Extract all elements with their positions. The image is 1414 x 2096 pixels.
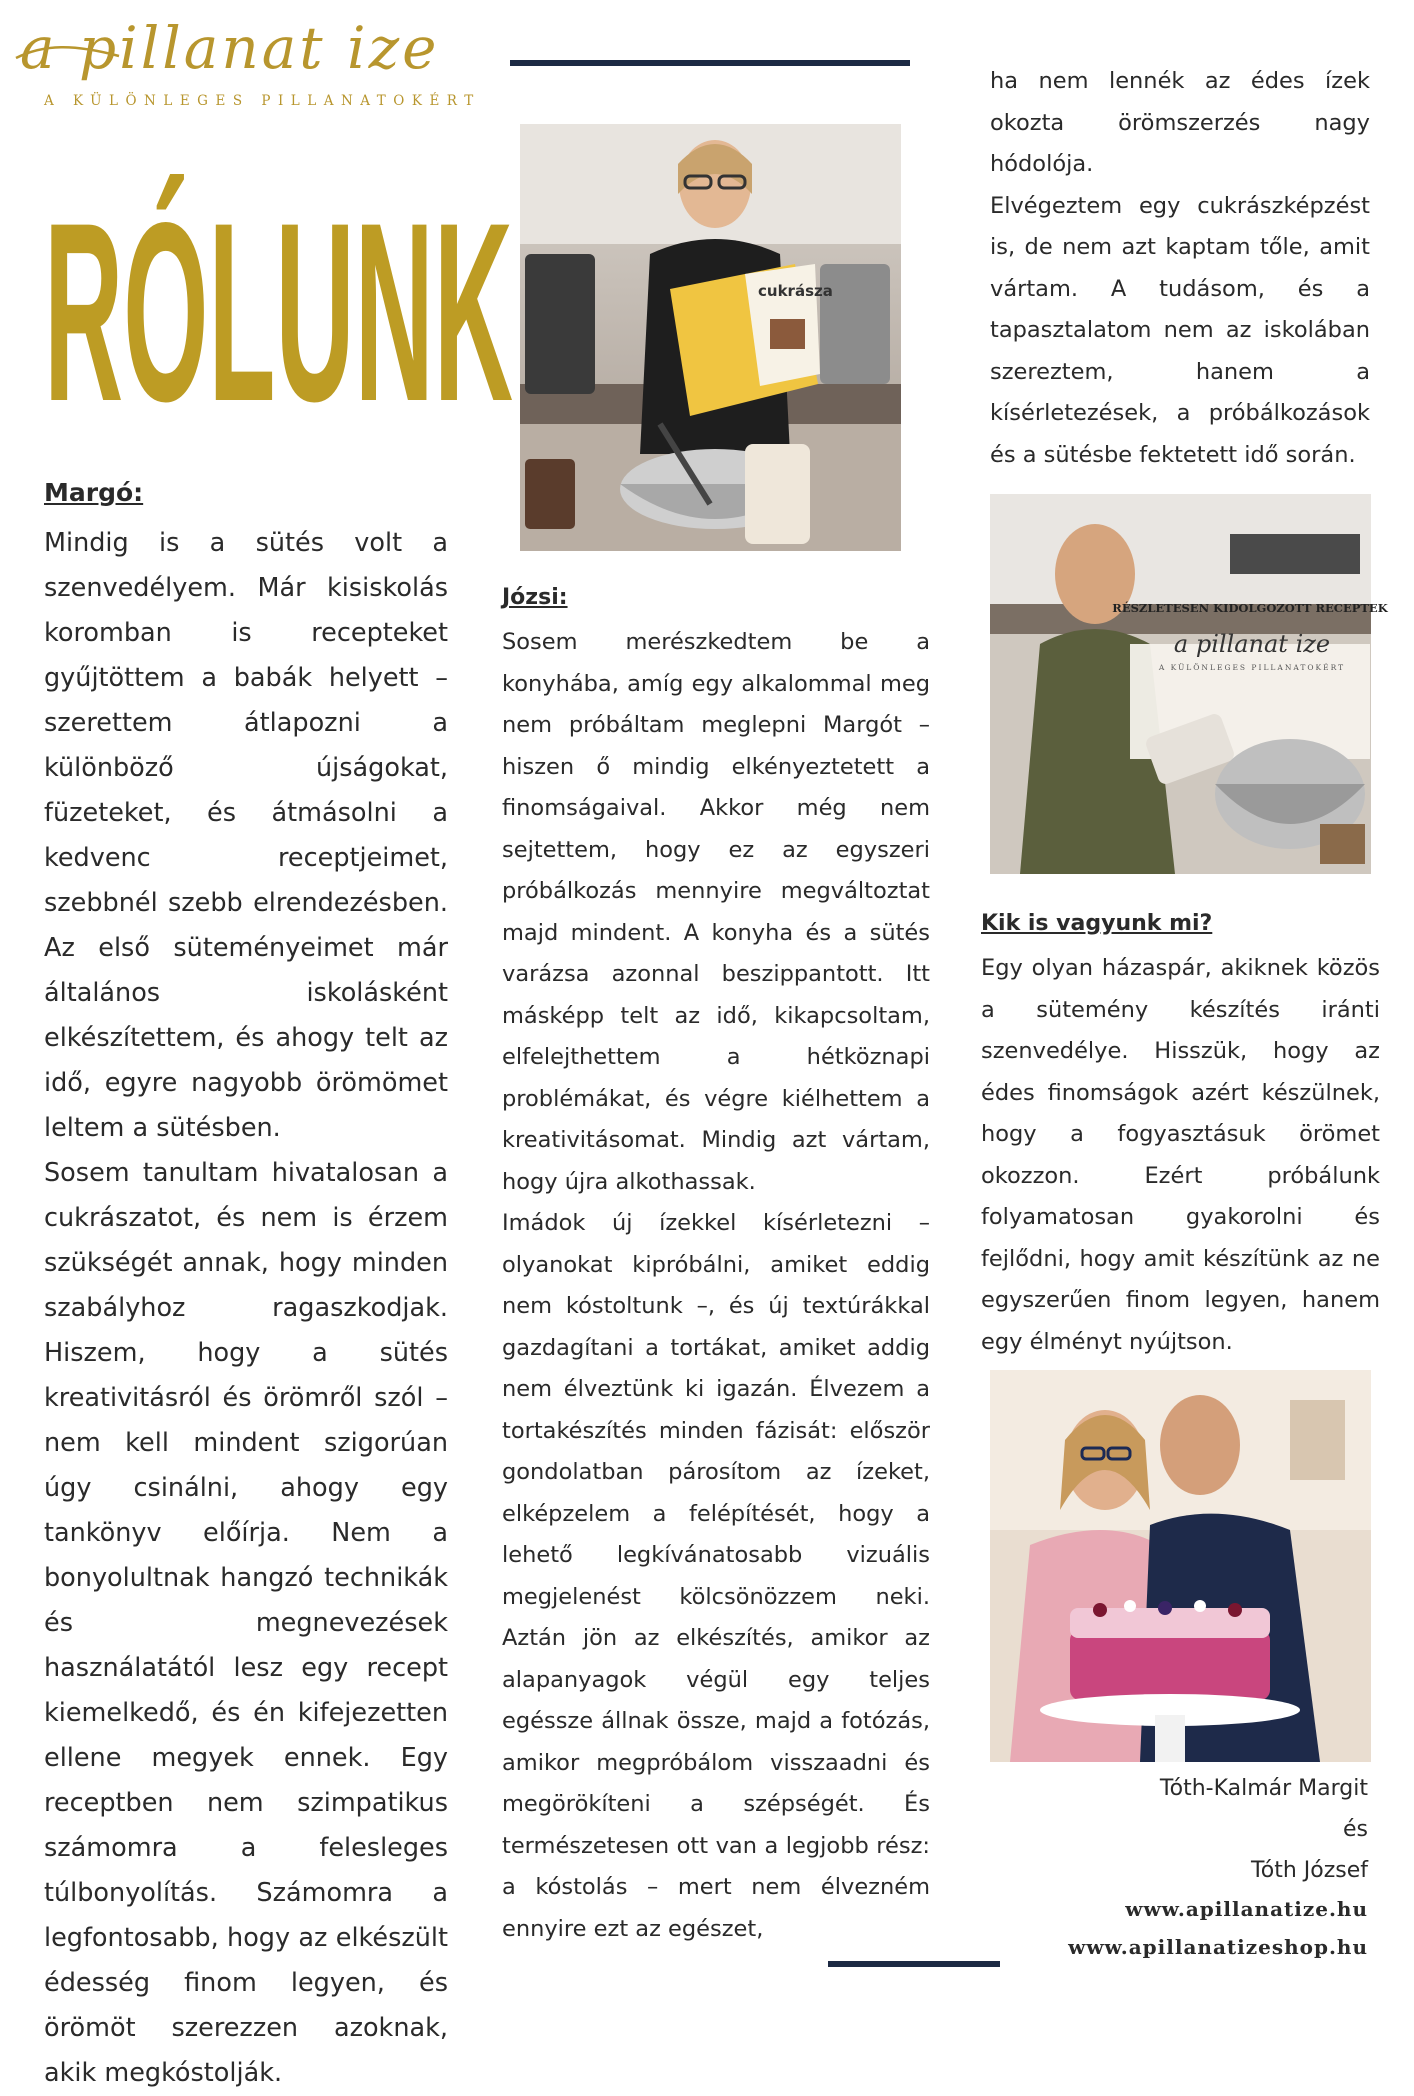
jozsi-continued-2: Elvégeztem egy cukrászképzést is, de nem azt kaptam tőle, amit vártam. A tudásom, és a tapasztalatom nem az iskolában szereztem, hanem a kísérletezések, a próbálkozások és a sütésbe fektetett idő során. [990, 192, 1370, 468]
margo-paragraph-1: Mindig is a sütés volt a szenvedélyem. Már kisiskolás koromban is recepteket gyűjtöttem a babák helyett – szerettem átlapozni a különböző újságokat, füzeteket, és átmásolni a kedvenc receptjeimet, szebbnél szebb elrendezésben. Az első süteményeimet már általános iskolásként elkészítettem, és ahogy telt az idő, egyre nagyobb örömömet leltem a sütésben. [44, 528, 448, 1143]
brand-tagline: A KÜLÖNLEGES PILLANATOKÉRT [44, 93, 481, 109]
jozsi-heading: Józsi: [502, 585, 568, 610]
photo-couple-cake [990, 1370, 1371, 1762]
jozsi-paragraph-2: Imádok új ízekkel kísérletezni – olyanokat kipróbálni, amiket eddig nem kóstoltunk –, és új textúrákkal gazdagítani a tortákat, amiket addig nem élveztünk ki igazán. Élvezem a tortakészítés minden fázisát: először gondolatban párosítom az ízeket, elképzelem a felépítését, hogy a lehető legkívánatosabb vizuális megjelenést kölcsönözzem neki. Aztán jön az elkészítés, amikor az alapanyagok végül egy teljes egéssze állnak össze, majd a fotózás, amikor megpróbálom visszaadni és megörökíteni a szépségét. És természetesen ott van a legjobb rész: a kóstolás – mert nem élvezném ennyire ezt az egészet, [502, 1210, 930, 1942]
about-heading: Kik is vagyunk mi? [981, 911, 1213, 936]
footer-rule [828, 1961, 1000, 1967]
photo-banner-text: RÉSZLETESEN KIDOLGOZOTT RECEPTEK [1112, 601, 1388, 615]
book-title: cukrásza [758, 282, 833, 300]
website-link-1[interactable]: www.apillanatize.hu [1125, 1897, 1368, 1921]
logo-swoosh-icon [14, 30, 134, 70]
photo-logo-text: a pillanat ize [1173, 630, 1331, 658]
page-title [44, 170, 514, 455]
header-rule [510, 60, 910, 66]
margo-paragraph-2: Sosem tanultam hivatalosan a cukrászatot, és nem is érzem szükségét annak, hogy minden szabályhoz ragaszkodjak. Hiszem, hogy a sütés kreativitásról és örömről szól – nem kell mindent szigorúan úgy csinálni, ahogy egy tankönyv előírja. Nem a bonyolultnak hangzó technikák és megnevezések használatától lesz egy recept kiemelkedő, és én kifejezetten ellene megyek ennek. Egy receptben nem szimpatikus számomra a felesleges túlbonyolítás. Számomra a legfontosabb, hogy az elkészült édesség finom legyen, és örömöt szerezzen azoknak, akik megkóstolják. [44, 1158, 448, 2088]
jozsi-paragraph-1: Sosem merészkedtem be a konyhába, amíg egy alkalommal meg nem próbáltam meglepni Margót – hiszen ő mindig elkényeztetett a finomságaival. Akkor még nem sejtettem, hogy ez az egyszeri próbálkozás mennyire megváltoztat majd mindent. A konyha és a sütés varázsa azonnal beszippantott. Itt másképp telt az idő, kikapcsoltam, elfelejthettem a hétköznapi problémákat, és végre kiélhettem a kreativitásomat. Mindig azt vártam, hogy újra alkothassak. [502, 629, 930, 1195]
website-link-2[interactable]: www.apillanatizeshop.hu [1068, 1935, 1368, 1959]
about-text [981, 948, 1380, 1363]
signature-and: és [1343, 1817, 1368, 1842]
jozsi-continued-text [990, 61, 1370, 476]
page-title-text: RÓLUNK [44, 170, 514, 455]
jozsi-continued-1: ha nem lennék az édes ízek okozta örömszerzés nagy hódolója. [990, 68, 1370, 177]
signature-name-1: Tóth-Kalmár Margit [1159, 1776, 1368, 1801]
photo-jozsi-mixing [990, 494, 1388, 874]
photo-margo-baking [520, 124, 901, 551]
signature-name-2: Tóth József [1251, 1858, 1368, 1883]
margo-heading: Margó: [44, 478, 144, 507]
brand-logo: a pillanat ize [20, 14, 440, 82]
margo-text [44, 521, 448, 2096]
about-paragraph: Egy olyan házaspár, akiknek közös a sütemény készítés iránti szenvedélye. Hisszük, hogy az édes finomságok azért készülnek, hogy a fogyasztásuk örömet okozzon. Ezért próbálunk folyamatosan gyakorolni és fejlődni, hogy amit készítünk az ne egyszerűen finom legyen, hanem egy élményt nyújtson. [981, 955, 1380, 1355]
jozsi-text [502, 622, 930, 1950]
signature [1000, 1768, 1368, 1891]
photo-logo-sub: A KÜLÖNLEGES PILLANATOKÉRT [1158, 663, 1346, 672]
